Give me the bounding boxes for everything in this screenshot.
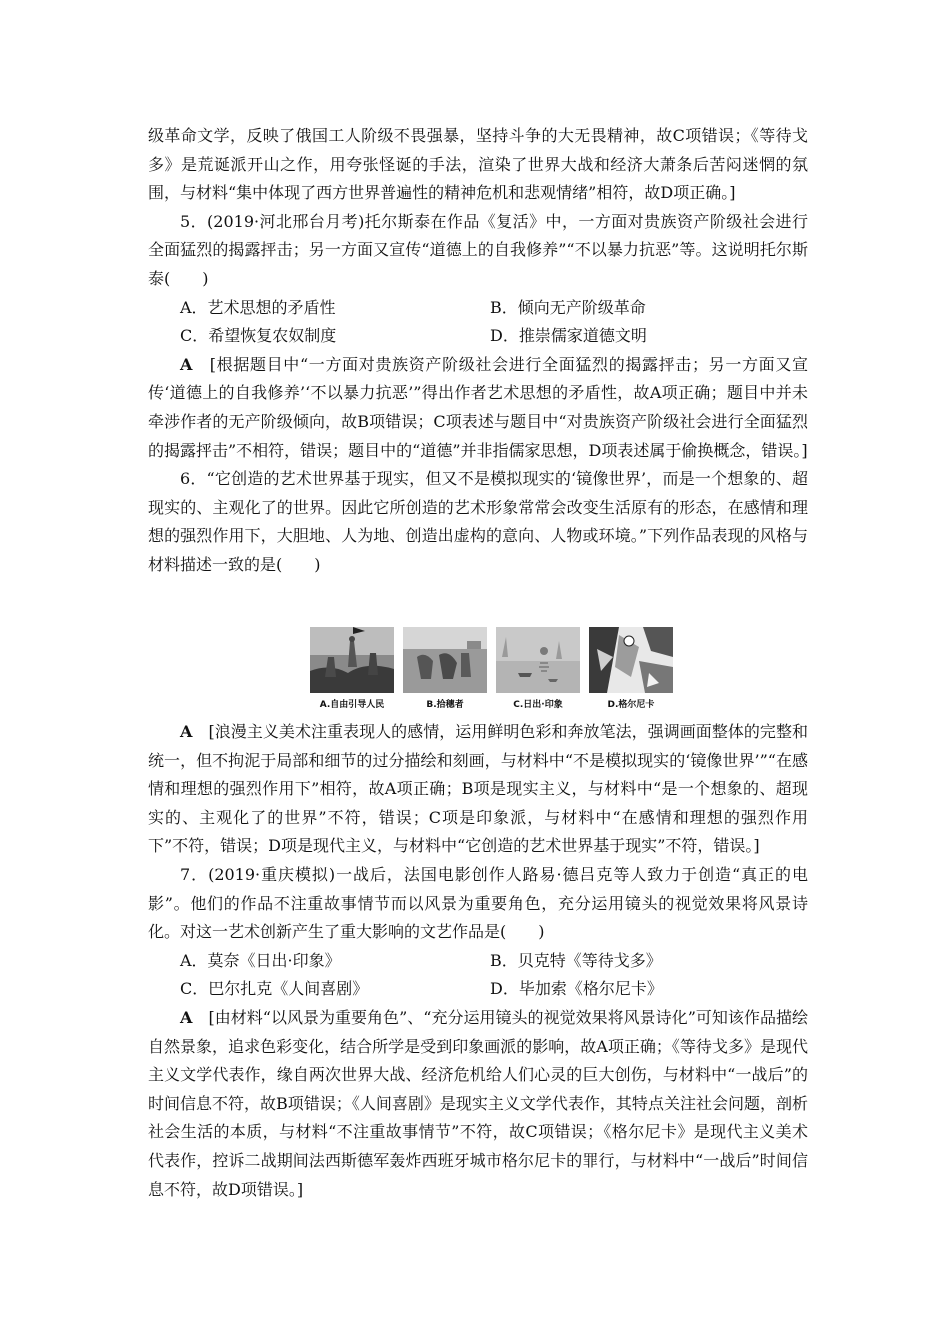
q5-option-b: B．倾向无产阶级革命 (490, 297, 646, 317)
q7-explanation: [由材料“以风景为重要角色”、“充分运用镜头的视觉效果将风景诗化”可知该作品描绘自然景象，追求色彩变化，结合所学是受到印象画派的影响，故A项正确；《等待戈多》是现代主义文学代表作，缘自两次世界大战、经济危机给人们心灵的巨大创伤，与材料中“一战后”的时间信息不符，故B项错误；《人间喜剧》是现实主义文学代表作，其特点关注社会问题，剖析社会生活的本质，与材料“不注重故事情节”不符，故C项错误；《格尔尼卡》是现代主义美术代表作，控诉二战期间法西斯德军轰炸西班牙城市格尔尼卡的罪行，与材料中“一战后”时间信息不符，故D项错误。] (148, 1007, 808, 1199)
painting-liberty-icon (310, 627, 394, 693)
painting-impression-sunrise-icon (496, 627, 580, 693)
q6-stem: 6．“它创造的艺术世界基于现实，但又不是模拟现实的‘镜像世界’，而是一个想象的、超现实的、主观化了的世界。因此它所创造的艺术形象常常会改变生活原有的形态，在感情和理想的强烈作用下，大胆地、人为地、创造出虚构的意向、人物或环境。”下列作品表现的风格与材料描述一致的是( ) (148, 469, 808, 574)
q7-option-b: B．贝克特《等待戈多》 (490, 950, 662, 970)
q5-option-c: C．希望恢复农奴制度 (180, 326, 337, 346)
q5-explanation: [根据题目中“一方面对贵族资产阶级社会进行全面猛烈的揭露抨击；另一方面又宣传‘道德上的自我修养’‘不以暴力抗恶’”得出作者艺术思想的矛盾性，故A项正确；题目中并未牵涉作者的无产阶级倾向，故B项错误；C项表述与题目中“对贵族资产阶级社会进行全面猛烈的揭露抨击”不相符，错误；题目中的“道德”并非指儒家思想，D项表述属于偷换概念，错误。] (148, 354, 808, 460)
q5-stem: 5．(2019·河北邢台月考)托尔斯泰在作品《复活》中，一方面对贵族资产阶级社会进行全面猛烈的揭露抨击；另一方面又宣传“道德上的自我修养”“不以暴力抗恶”等。这说明托尔斯泰( ) (148, 211, 808, 288)
figure-d-caption: D.格尔尼卡 (607, 700, 655, 710)
q5-options (148, 294, 808, 351)
q7-option-d: D．毕加索《格尔尼卡》 (490, 979, 663, 999)
q6-answer-block (148, 718, 808, 861)
figure-b-caption: B.拾穗者 (426, 700, 464, 710)
figure-d (589, 627, 673, 710)
q5-option-a: A．艺术思想的矛盾性 (180, 297, 336, 317)
q7-answer-block (148, 1004, 808, 1204)
q7-option-c: C．巴尔扎克《人间喜剧》 (180, 979, 369, 999)
figure-b (403, 627, 487, 710)
painting-gleaners-icon (403, 627, 487, 693)
q7-options (148, 947, 808, 1004)
q7-stem: 7．(2019·重庆模拟)一战后，法国电影创作人路易·德吕克等人致力于创造“真正的电影”。他们的作品不注重故事情节而以风景为重要角色，充分运用镜头的视觉效果将风景诗化。对这一艺术创新产生了重大影响的文艺作品是( ) (148, 864, 808, 942)
painting-guernica-icon (589, 627, 673, 693)
q4-explanation-continued: 级革命文学，反映了俄国工人阶级不畏强暴，坚持斗争的大无畏精神，故C项错误；《等待戈多》是荒诞派开山之作，用夸张怪诞的手法，渲染了世界大战和经济大萧条后苦闷迷惘的氛围，与材料“集中体现了西方世界普遍性的精神危机和悲观情绪”相符，故D项正确。] (148, 126, 808, 203)
figure-a (310, 627, 394, 710)
q5-answer: A (180, 354, 193, 374)
q6-answer: A (180, 722, 193, 741)
text-block-top (148, 122, 808, 580)
q7-option-a: A．莫奈《日出·印象》 (180, 950, 341, 970)
figure-c (496, 627, 580, 710)
figure-a-caption: A.自由引导人民 (319, 700, 385, 710)
text-block-bottom (148, 718, 808, 1204)
figure-c-caption: C.日出·印象 (513, 700, 563, 710)
painting-figure (310, 627, 673, 710)
q6-explanation: [浪漫主义美术注重表现人的感情，运用鲜明色彩和奔放笔法，强调画面整体的完整和统一，但不拘泥于局部和细节的过分描绘和刻画，与材料中“不是模拟现实的‘镜像世界’”“在感情和理想的强烈作用下”相符，故A项正确；B项是现实主义，与材料中“是一个想象的、超现实的、主观化了的世界”不符，错误；C项是印象派，与材料中“在感情和理想的强烈作用下”不符，错误；D项是现代主义，与材料中“它创造的艺术世界基于现实”不符，错误。] (148, 722, 808, 856)
q5-option-d: D．推崇儒家道德文明 (490, 326, 647, 346)
q5-answer-block (148, 351, 808, 465)
q7-answer: A (180, 1007, 193, 1027)
